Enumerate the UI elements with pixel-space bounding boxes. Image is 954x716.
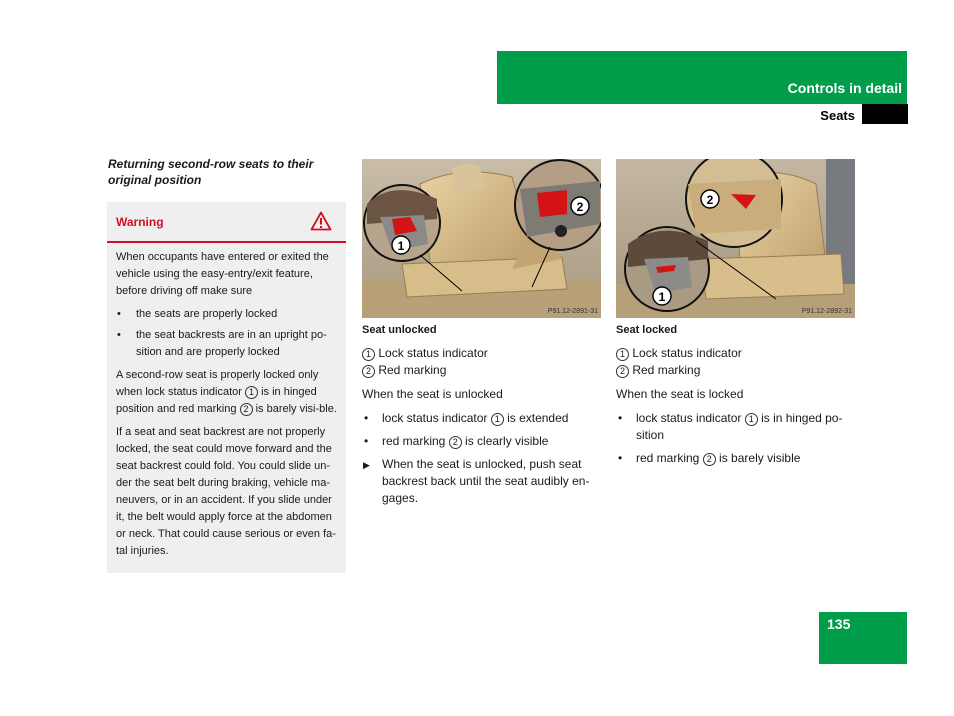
warning-header <box>107 202 346 243</box>
warning-bullet: • the seats are properly locked <box>116 306 338 323</box>
instruction-step: ▶ When the seat is unlocked, push seat backrest back until the seat audibly en-gages. <box>362 456 602 507</box>
condition-bullet: • lock status indicator 1 is extended <box>362 410 602 427</box>
seat-locked-column <box>616 159 856 473</box>
svg-text:P91.12-2892-31: P91.12-2892-31 <box>801 308 852 315</box>
warning-risk-paragraph: If a seat and seat backrest are not properly locked, the seat could move forward and the seat backrest could fold. You could slide un-der the seat belt during braking, vehicle ma-neuvers, or in an accident. If you slide under it, the belt would apply force at the abdomen or neck. That could cause serious or even fa-tal injuries. <box>116 426 336 557</box>
svg-text:2: 2 <box>576 200 584 214</box>
topic-heading: Returning second-row seats to their original position <box>108 157 314 187</box>
warning-bullet: • the seat backrests are in an upright po-sition and are properly locked <box>116 327 338 361</box>
callout-1-icon: 1 <box>362 348 375 361</box>
legend-item: 2 Red marking <box>616 362 856 379</box>
svg-text:1: 1 <box>658 290 666 304</box>
condition-text: When the seat is locked <box>616 387 744 401</box>
section-title: Controls in detail <box>787 80 902 96</box>
condition-text: When the seat is unlocked <box>362 387 503 401</box>
svg-text:1: 1 <box>397 239 405 253</box>
callout-legend <box>362 345 602 379</box>
callout-2-icon: 2 <box>240 403 253 416</box>
seat-unlocked-photo <box>362 159 601 318</box>
callout-2-icon: 2 <box>703 453 716 466</box>
callout-1-icon: 1 <box>245 386 258 399</box>
page-number: 135 <box>827 616 851 632</box>
warning-label: Warning <box>116 215 164 229</box>
photo-caption: Seat locked <box>616 324 678 336</box>
condition-list <box>616 410 856 467</box>
subsection-marker <box>862 104 908 124</box>
warning-lock-paragraph: A second-row seat is properly locked only when lock status indicator 1 is in hinged position and red marking 2 is barely visi-ble. <box>116 369 337 415</box>
warning-body <box>107 243 346 560</box>
condition-bullet: • red marking 2 is barely visible <box>616 450 856 467</box>
condition-bullet: • red marking 2 is clearly visible <box>362 433 602 450</box>
callout-legend <box>616 345 856 379</box>
callout-2-icon: 2 <box>449 436 462 449</box>
callout-1-icon: 1 <box>745 413 758 426</box>
callout-1-icon: 1 <box>491 413 504 426</box>
callout-1-icon: 1 <box>616 348 629 361</box>
page-number-box <box>819 612 907 664</box>
subsection-title: Seats <box>820 108 855 123</box>
svg-text:P91.12-2891-31: P91.12-2891-31 <box>547 308 598 315</box>
condition-list <box>362 410 602 507</box>
legend-item: 1 Lock status indicator <box>616 345 856 362</box>
callout-2-icon: 2 <box>362 365 375 378</box>
legend-item: 1 Lock status indicator <box>362 345 602 362</box>
header-band <box>497 51 907 104</box>
warning-bullet-list <box>116 306 338 361</box>
svg-text:2: 2 <box>706 193 714 207</box>
photo-caption: Seat unlocked <box>362 324 437 336</box>
legend-item: 2 Red marking <box>362 362 602 379</box>
warning-intro: When occupants have entered or exited the vehicle using the easy-entry/exit feature, before driving off make sure <box>116 251 329 297</box>
seat-unlocked-column <box>362 159 602 513</box>
callout-2-icon: 2 <box>616 365 629 378</box>
seat-locked-photo <box>616 159 855 318</box>
condition-bullet: • lock status indicator 1 is in hinged po-sition <box>616 410 856 444</box>
warning-box <box>107 202 346 573</box>
warning-triangle-icon <box>310 211 332 231</box>
